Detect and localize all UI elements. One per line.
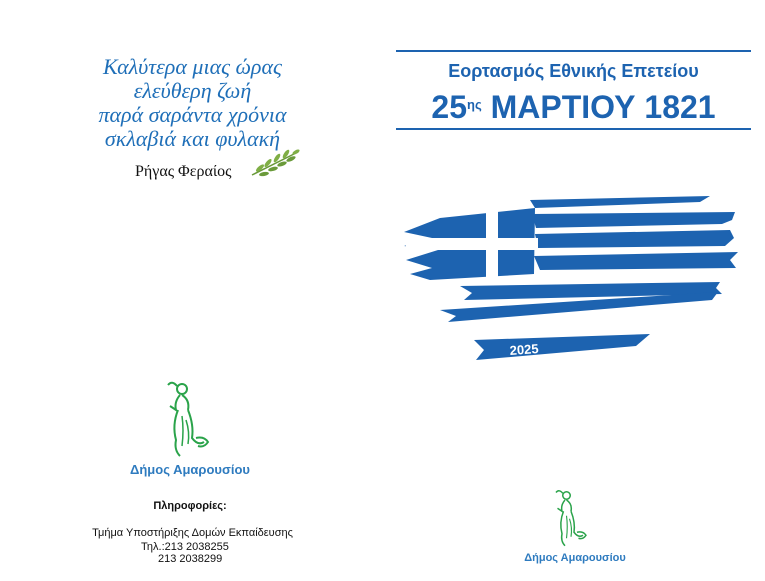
flag-stripe-4 xyxy=(534,252,738,270)
info-phone-2: 213 2038299 xyxy=(158,553,223,565)
event-title xyxy=(396,88,751,126)
flag-stripe-1 xyxy=(530,196,710,208)
quote xyxy=(70,55,315,151)
flag-ribbon xyxy=(474,334,650,360)
quote-line-1: Καλύτερα μιας ώρας xyxy=(103,54,282,79)
info-department: Τμήμα Υποστήριξης Δομών Εκπαίδευσης xyxy=(92,527,293,539)
quote-line-4: σκλαβιά και φυλακή xyxy=(104,126,281,151)
event-subtitle: Εορτασμός Εθνικής Επετείου xyxy=(448,61,699,81)
title-rule-top xyxy=(396,50,751,52)
info-heading: Πληροφορίες: xyxy=(153,500,227,512)
laurel-branch-icon xyxy=(250,148,302,178)
event-date-rest: ΜΑΡΤΙΟΥ 1821 xyxy=(490,89,716,125)
flag-stripe-2 xyxy=(532,212,735,228)
flag-cross-horizontal xyxy=(406,238,538,250)
municipality-logo-figure-icon xyxy=(550,488,595,548)
greek-flag-illustration xyxy=(400,188,745,373)
quote-line-2: ελεύθερη ζωή xyxy=(133,78,252,103)
flag-stripe-3 xyxy=(535,230,734,248)
flag-year: 2025 xyxy=(509,341,540,358)
event-date-number: 25 xyxy=(431,89,468,125)
event-date-suffix: ης xyxy=(467,97,482,112)
municipality-name: Δήμος Αμαρουσίου xyxy=(130,462,250,477)
municipality-logo-figure-icon xyxy=(160,380,220,458)
quote-line-3: παρά σαράντα χρόνια xyxy=(98,102,287,127)
info-phone-1: Τηλ.:213 2038255 xyxy=(141,541,229,553)
quote-author: Ρήγας Φεραίος xyxy=(135,163,232,180)
municipality-name: Δήμος Αμαρουσίου xyxy=(524,552,626,564)
title-rule-bottom xyxy=(396,128,751,130)
